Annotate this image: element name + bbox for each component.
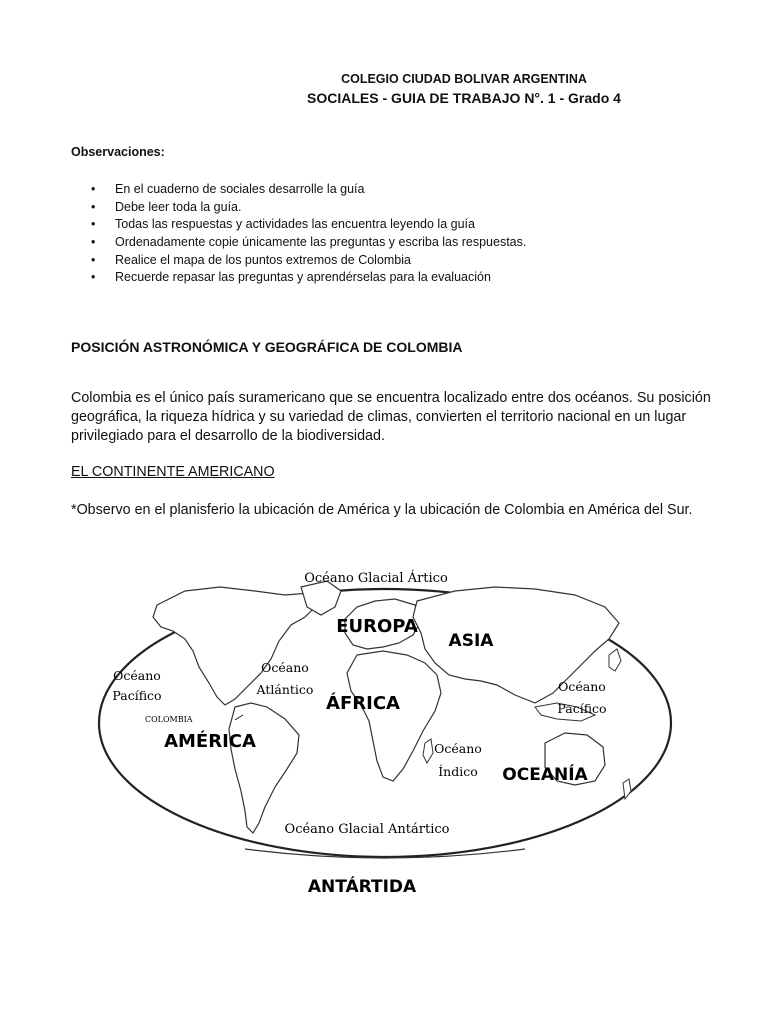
asia-label: ASIA bbox=[448, 631, 494, 651]
atlantic-label-1: Océano bbox=[261, 660, 309, 675]
bullet-icon: • bbox=[91, 270, 96, 285]
pacific-east-label-1: Océano bbox=[558, 679, 606, 694]
europe-label: EUROPA bbox=[336, 616, 418, 637]
list-item bbox=[0, 252, 526, 270]
antarctica-label: ANTÁRTIDA bbox=[307, 877, 417, 897]
colombia-label: COLOMBIA bbox=[145, 715, 193, 724]
list-item-text: Realice el mapa de los puntos extremos de Colombia bbox=[115, 252, 411, 267]
list-item-text: Recuerde repasar las preguntas y aprendérselas para la evaluación bbox=[115, 270, 491, 285]
new-zealand-shape bbox=[623, 779, 631, 799]
list-item-text: En el cuaderno de sociales desarrolle la guía bbox=[115, 182, 365, 196]
arctic-ocean-label: Océano Glacial Ártico bbox=[304, 571, 448, 586]
bullet-icon: • bbox=[91, 252, 96, 267]
observations-title: Observaciones: bbox=[71, 145, 165, 159]
list-item-text: Todas las respuestas y actividades las encuentra leyendo la guía bbox=[115, 217, 475, 232]
indian-ocean-label-2: Índico bbox=[438, 764, 478, 779]
instruction-paragraph: *Observo en el planisferio la ubicación de América y la ubicación de Colombia en América del Sur. bbox=[71, 502, 693, 518]
pacific-east-label-2: Pacífico bbox=[557, 701, 607, 716]
guide-title: SOCIALES - GUIA DE TRABAJO N°. 1 - Grado 4 bbox=[307, 90, 621, 106]
school-name: COLEGIO CIUDAD BOLIVAR ARGENTINA bbox=[341, 72, 587, 86]
oceania-label: OCEANÍA bbox=[502, 765, 588, 785]
list-item bbox=[0, 234, 526, 252]
indian-ocean-label-1: Océano bbox=[434, 741, 482, 756]
pacific-west-label-1: Océano bbox=[113, 668, 161, 683]
list-item bbox=[0, 199, 526, 217]
america-label: AMÉRICA bbox=[164, 731, 256, 752]
list-item bbox=[0, 269, 526, 287]
africa-label: ÁFRICA bbox=[326, 693, 400, 714]
intro-paragraph: Colombia es el único país suramericano que se encuentra localizado entre dos océanos. Su posición geográfica, la riqueza hídrica y su variedad de climas, convierten el territorio nacional en un lugar privilegiado para el desarrollo de la biodiversidad. bbox=[71, 390, 711, 444]
list-item-text: Debe leer toda la guía. bbox=[115, 199, 242, 214]
list-item bbox=[0, 181, 526, 199]
bullet-icon: • bbox=[91, 217, 96, 232]
observations-list bbox=[0, 181, 526, 287]
antarctic-ocean-label: Océano Glacial Antártico bbox=[284, 822, 450, 837]
list-item-text: Ordenadamente copie únicamente las preguntas y escriba las respuestas. bbox=[115, 235, 527, 250]
bullet-icon: • bbox=[91, 199, 96, 214]
atlantic-label-2: Atlántico bbox=[256, 682, 314, 697]
bullet-icon: • bbox=[91, 235, 96, 250]
section-title: POSICIÓN ASTRONÓMICA Y GEOGRÁFICA DE COLOMBIA bbox=[71, 339, 463, 355]
subtitle: EL CONTINENTE AMERICANO bbox=[71, 464, 275, 480]
pacific-west-label-2: Pacífico bbox=[112, 688, 162, 703]
bullet-icon: • bbox=[91, 182, 96, 196]
world-map bbox=[95, 555, 675, 907]
list-item bbox=[0, 216, 526, 234]
